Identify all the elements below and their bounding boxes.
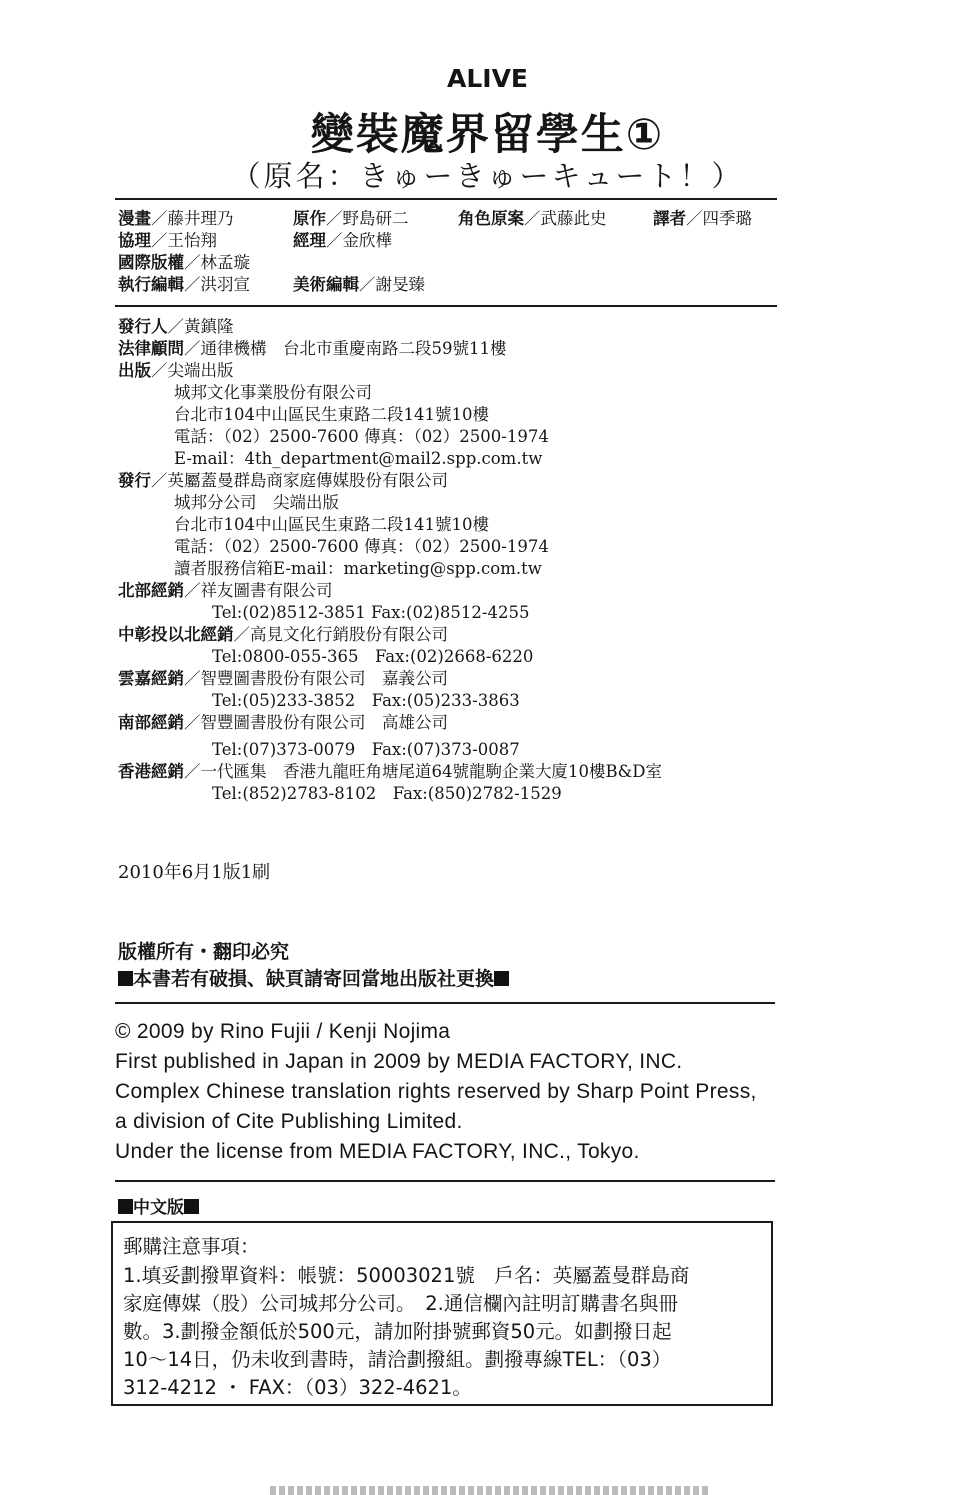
copyright-notice: 版權所有・翻印必究 — [118, 941, 290, 963]
publisher-line — [174, 426, 549, 448]
black-square-icon — [184, 1199, 199, 1214]
credit-label: 角色原案 — [458, 209, 524, 228]
publisher-label: 發行人 — [118, 317, 168, 336]
book-title: 變裝魔界留學生① — [310, 110, 665, 160]
publisher-line — [212, 783, 562, 805]
divider — [115, 198, 777, 200]
credit-label: 國際版權 — [118, 253, 184, 272]
english-copyright-line: © 2009 by Rino Fujii / Kenji Nojima — [115, 1020, 451, 1043]
publisher-label: 出版 — [118, 361, 151, 380]
divider — [115, 1002, 775, 1004]
publisher-text: ／黃鎮隆 — [167, 317, 234, 336]
publisher-label: 發行 — [118, 471, 151, 490]
publisher-text: ／高見文化行銷股份有限公司 — [233, 625, 448, 644]
publisher-line — [174, 536, 549, 558]
publisher-line — [174, 492, 339, 514]
publisher-text: 城邦文化事業股份有限公司 — [174, 383, 372, 402]
mail-order-heading: 郵購注意事項： — [123, 1235, 260, 1258]
credit-value: ／四季璐 — [686, 209, 752, 228]
publisher-text: Tel:(02)8512-3851 Fax:(02)8512-4255 — [212, 603, 530, 622]
credit-value: ／林孟璇 — [184, 253, 250, 272]
publisher-text: ／尖端出版 — [151, 361, 234, 380]
publisher-text: 城邦分公司 尖端出版 — [174, 493, 339, 512]
mail-order-line: 數。3.劃撥金額低於500元，請加附掛號郵資50元。如劃撥日起 — [123, 1320, 672, 1343]
credit-label: 協理 — [118, 231, 151, 250]
publisher-text: Tel:(05)233-3852 Fax:(05)233-3863 — [212, 691, 520, 710]
publisher-text: E-mail：4th_department@mail2.spp.com.tw — [174, 449, 543, 468]
divider — [115, 1180, 775, 1182]
mail-order-line: 家庭傳媒（股）公司城邦分公司。 2.通信欄內註明訂購書名與冊 — [123, 1292, 678, 1315]
mail-order-line: 312-4212 ・ FAX：（03）322-4621。 — [123, 1376, 472, 1399]
credit-value: ／王怡翔 — [151, 231, 217, 250]
publisher-line — [212, 646, 533, 668]
publisher-text: Tel:0800-055-365 Fax:(02)2668-6220 — [212, 647, 534, 666]
credit-value: ／洪羽宣 — [184, 275, 250, 294]
black-square-icon — [494, 971, 509, 986]
publisher-line — [174, 404, 489, 426]
publisher-line — [212, 690, 520, 712]
publisher-text: ／英屬蓋曼群島商家庭傳媒股份有限公司 — [151, 471, 448, 490]
publisher-label: 香港經銷 — [118, 762, 184, 781]
original-title: （原名：きゅーきゅーキュート！） — [231, 159, 744, 193]
publisher-line — [118, 470, 448, 492]
black-square-icon — [118, 971, 133, 986]
credit-label: 譯者 — [653, 209, 686, 228]
credit-value: ／野島研二 — [326, 209, 409, 228]
publisher-text: 電話：（02）2500-7600 傳真：（02）2500-1974 — [174, 427, 549, 446]
english-copyright-line: First published in Japan in 2009 by MEDIA FACTORY, INC. — [115, 1050, 683, 1073]
publisher-text: 電話：（02）2500-7600 傳真：（02）2500-1974 — [174, 537, 549, 556]
edition-info: 2010年6月1版1刷 — [118, 862, 271, 883]
publisher-text: ／智豐圖書股份有限公司 高雄公司 — [184, 713, 448, 732]
chinese-edition-label — [118, 1193, 199, 1218]
credit-label: 漫畫 — [118, 209, 151, 228]
publisher-label: 中彰投以北經銷 — [118, 625, 234, 644]
scan-edge-strip — [270, 1486, 710, 1495]
credit-value: ／武藤此史 — [524, 209, 607, 228]
publisher-label: 法律顧問 — [118, 339, 184, 358]
publisher-label: 北部經銷 — [118, 581, 184, 600]
publisher-text: ／祥友圖書有限公司 — [184, 581, 333, 600]
publisher-label: 南部經銷 — [118, 713, 184, 732]
publisher-line — [212, 739, 520, 761]
publisher-line — [118, 580, 333, 602]
publisher-line — [118, 712, 448, 734]
replacement-notice — [118, 964, 509, 991]
english-copyright-line: Complex Chinese translation rights reserved by Sharp Point Press, — [115, 1080, 757, 1103]
publisher-text: ／智豐圖書股份有限公司 嘉義公司 — [184, 669, 448, 688]
publisher-line — [174, 558, 542, 580]
publisher-line — [174, 448, 542, 470]
chinese-edition-text: 中文版 — [133, 1198, 184, 1218]
publisher-text: 讀者服務信箱E-mail：marketing@spp.com.tw — [174, 559, 542, 578]
publisher-label: 雲嘉經銷 — [118, 669, 184, 688]
publisher-line — [118, 624, 448, 646]
publisher-line — [212, 602, 529, 624]
divider — [115, 305, 777, 307]
credit-label: 經理 — [293, 231, 326, 250]
publisher-line — [118, 668, 448, 690]
publisher-line — [118, 316, 234, 338]
credit-label: 原作 — [293, 209, 326, 228]
mail-order-box — [111, 1221, 773, 1406]
black-square-icon — [118, 1199, 133, 1214]
publisher-text: ／一代匯集 香港九龍旺角塘尾道64號龍駒企業大廈10樓B&D室 — [184, 762, 663, 781]
credit-value: ／金欣樺 — [326, 231, 392, 250]
publisher-text: ／通律機構 台北市重慶南路二段59號11樓 — [184, 339, 507, 358]
english-copyright-line: Under the license from MEDIA FACTORY, INC., Tokyo. — [115, 1140, 640, 1163]
credit-label: 美術編輯 — [293, 275, 359, 294]
publisher-line — [118, 761, 662, 783]
mail-order-line: 10～14日，仍未收到書時，請洽劃撥組。劃撥專線TEL：（03） — [123, 1348, 672, 1371]
publisher-line — [174, 382, 372, 404]
publisher-text: 台北市104中山區民生東路二段141號10樓 — [174, 515, 489, 534]
english-copyright-line: a division of Cite Publishing Limited. — [115, 1110, 463, 1133]
publisher-line — [174, 514, 489, 536]
series-label: ALIVE — [446, 64, 528, 93]
publisher-text: Tel:(852)2783-8102 Fax:(850)2782-1529 — [212, 784, 562, 803]
replacement-notice-text: 本書若有破損、缺頁請寄回當地出版社更換 — [133, 968, 495, 990]
publisher-text: 台北市104中山區民生東路二段141號10樓 — [174, 405, 489, 424]
credit-value: ／謝旻臻 — [359, 275, 425, 294]
mail-order-line: 1.填妥劃撥單資料：帳號：50003021號 戶名：英屬蓋曼群島商 — [123, 1264, 690, 1287]
publisher-text: Tel:(07)373-0079 Fax:(07)373-0087 — [212, 740, 520, 759]
credit-value: ／藤井理乃 — [151, 209, 234, 228]
publisher-line — [118, 338, 507, 360]
credit-label: 執行編輯 — [118, 275, 184, 294]
publisher-line — [118, 360, 234, 382]
